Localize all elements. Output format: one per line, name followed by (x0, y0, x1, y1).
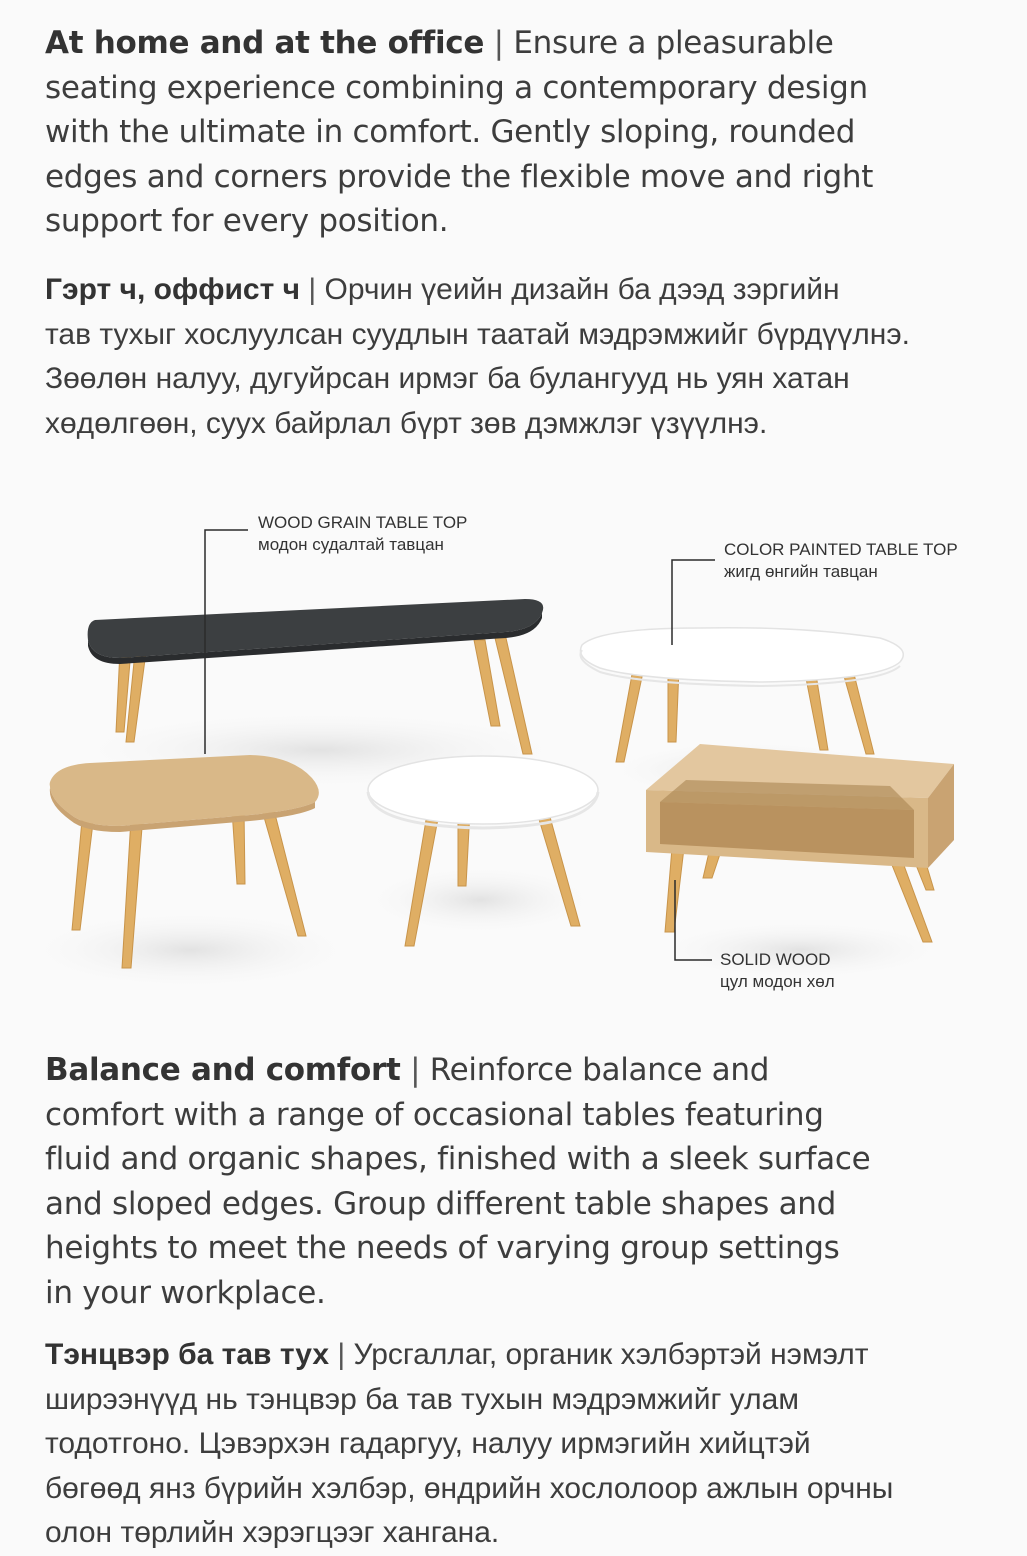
callout-wood-grain-mn: модон судалтай тавцан (258, 535, 444, 554)
balance-line-6: in your workplace. (45, 1274, 326, 1311)
balance-line-1 (45, 1048, 870, 1093)
floor-shadow (20, 910, 360, 990)
intro-line-2: seating experience combining a contemporary design (45, 69, 868, 106)
separator: | (337, 1338, 346, 1371)
callout-color-painted-en: COLOR PAINTED TABLE TOP (724, 540, 958, 559)
separator: | (493, 25, 504, 61)
balance-paragraph-mn (45, 1333, 893, 1556)
balance-mn-line-1 (45, 1333, 893, 1378)
callout-wood-grain-en: WOOD GRAIN TABLE TOP (258, 513, 468, 532)
intro-mn-line-3: Зөөлөн налуу, дугуйрсан ирмэг ба булангууд нь уян хатан (45, 362, 850, 396)
intro-line-5: support for every position. (45, 203, 449, 240)
balance-text: Reinforce balance and (429, 1052, 770, 1088)
balance-mn-line-3: тодотгоно. Цэвэрхэн гадаргуу, налуу ирмэгийн хийцтэй (45, 1427, 811, 1461)
callout-solid-wood-en: SOLID WOOD (720, 950, 831, 969)
balance-paragraph-en (45, 1048, 870, 1316)
intro-paragraph-mn (45, 268, 910, 446)
balance-heading-en: Balance and comfort (45, 1052, 401, 1088)
callout-solid-wood (720, 949, 835, 993)
balance-line-5: heights to meet the needs of varying group settings (45, 1230, 840, 1267)
intro-paragraph-en (45, 21, 873, 244)
separator: | (410, 1052, 421, 1088)
intro-line-1 (45, 21, 873, 66)
intro-line-3: with the ultimate in comfort. Gently sloping, rounded (45, 114, 856, 151)
intro-line-4: edges and corners provide the flexible move and right (45, 158, 874, 195)
table-top-white (580, 628, 903, 682)
separator: | (308, 273, 317, 306)
balance-mn-text: Урсгаллаг, органик хэлбэртэй нэмэлт (353, 1338, 869, 1371)
balance-line-3: fluid and organic shapes, finished with a sleek surface (45, 1141, 871, 1178)
callout-wood-grain (258, 512, 467, 556)
intro-text: Ensure a pleasurable (513, 25, 834, 61)
callout-solid-wood-mn: цул модон хөл (720, 972, 835, 991)
balance-mn-line-5: олон төрлийн хэрэгцээг хангана. (45, 1516, 500, 1550)
oak-box-table (646, 744, 954, 942)
intro-mn-line-1 (45, 268, 910, 313)
callout-color-painted-mn: жигд өнгийн тавцан (724, 562, 878, 581)
table-leg (474, 640, 500, 726)
intro-mn-text: Орчин үеийн дизайн ба дээд зэргийн (324, 273, 840, 306)
balance-mn-line-2: ширээнүүд нь тэнцвэр ба тав тухын мэдрэмжийг улам (45, 1382, 799, 1416)
balance-line-2: comfort with a range of occasional tables featuring (45, 1096, 824, 1133)
intro-mn-line-2: тав тухыг хослуулсан суудлын таатай мэдрэмжийг бүрдүүлнэ. (45, 317, 910, 351)
intro-mn-line-4: хөдөлгөөн, суух байрлал бүрт зөв дэмжлэг үзүүлнэ. (45, 406, 768, 440)
table-top-white (368, 756, 598, 824)
balance-line-4: and sloped edges. Group different table shapes and (45, 1185, 837, 1222)
callout-color-painted (724, 539, 958, 583)
balance-mn-line-4: бөгөөд янз бүрийн хэлбэр, өндрийн хослолоор ажлын орчны (45, 1471, 894, 1505)
intro-heading-en: At home and at the office (45, 25, 485, 61)
balance-heading-mn: Тэнцвэр ба тав тух (45, 1338, 330, 1371)
intro-heading-mn: Гэрт ч, оффист ч (45, 273, 301, 306)
